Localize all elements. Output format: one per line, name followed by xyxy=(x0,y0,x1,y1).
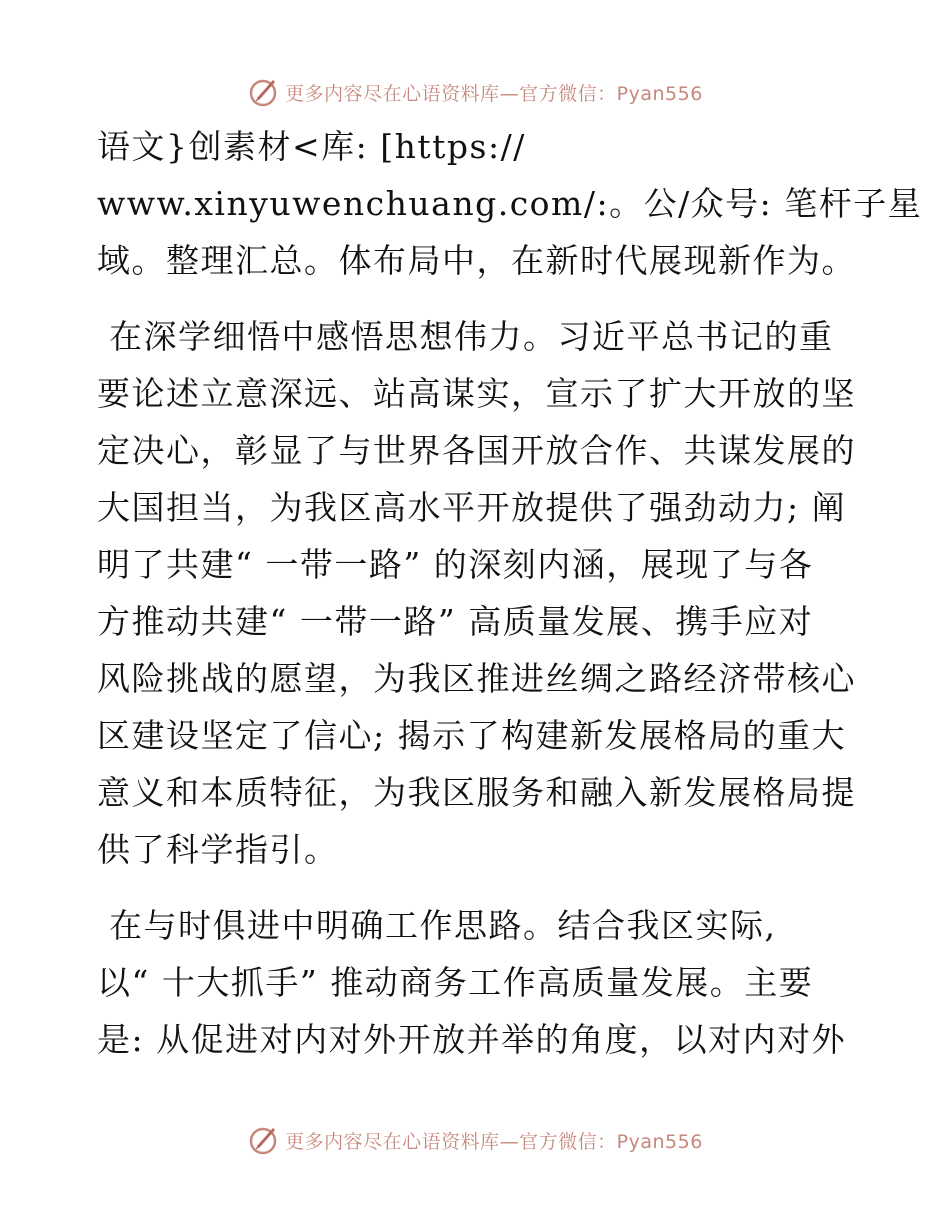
quill-pen-circle-icon xyxy=(247,1124,279,1156)
text-line: 区建设坚定了信心; 揭示了构建新发展格局的重大 xyxy=(97,715,847,755)
text-line: 语文}创素材<库: [https:// xyxy=(97,126,526,166)
quill-pen-circle-icon xyxy=(247,76,279,108)
text-line: 以“ 十大抓手” 推动商务工作高质量发展。主要 xyxy=(97,962,814,1002)
text-line: 意义和本质特征，为我区服务和融入新发展格局提 xyxy=(97,772,856,812)
text-line: 定决心，彰显了与世界各国开放合作、共谋发展的 xyxy=(97,430,856,470)
watermark-text: 更多内容尽在心语资料库—官方微信：Pyan556 xyxy=(285,82,703,105)
paragraph-start-line: 在与时俱进中明确工作思路。结合我区实际, xyxy=(109,905,777,945)
text-line: 大国担当，为我区高水平开放提供了强劲动力; 阐 xyxy=(97,487,847,527)
paragraph-start-line: 在深学细悟中感悟思想伟力。习近平总书记的重 xyxy=(109,316,834,356)
text-line: 方推动共建“ 一带一路” 高质量发展、携手应对 xyxy=(97,601,814,641)
document-body xyxy=(97,118,923,1068)
header-watermark xyxy=(0,72,950,112)
text-line: www.xinyuwenchuang.com/:。公/众号: 笔杆子星 xyxy=(97,183,923,223)
text-line: 明了共建“ 一带一路” 的深刻内涵，展现了与各 xyxy=(97,544,814,584)
footer-watermark xyxy=(0,1120,950,1160)
text-line: 域。整理汇总。体布局中，在新时代展现新作为。 xyxy=(97,240,856,280)
text-line: 供了科学指引。 xyxy=(97,829,339,869)
text-line: 风险挑战的愿望，为我区推进丝绸之路经济带核心 xyxy=(97,658,856,698)
text-line: 是: 从促进对内对外开放并举的角度，以对内对外 xyxy=(97,1019,847,1059)
watermark-text: 更多内容尽在心语资料库—官方微信：Pyan556 xyxy=(285,1130,703,1153)
text-line: 要论述立意深远、站高谋实，宣示了扩大开放的坚 xyxy=(97,373,856,413)
